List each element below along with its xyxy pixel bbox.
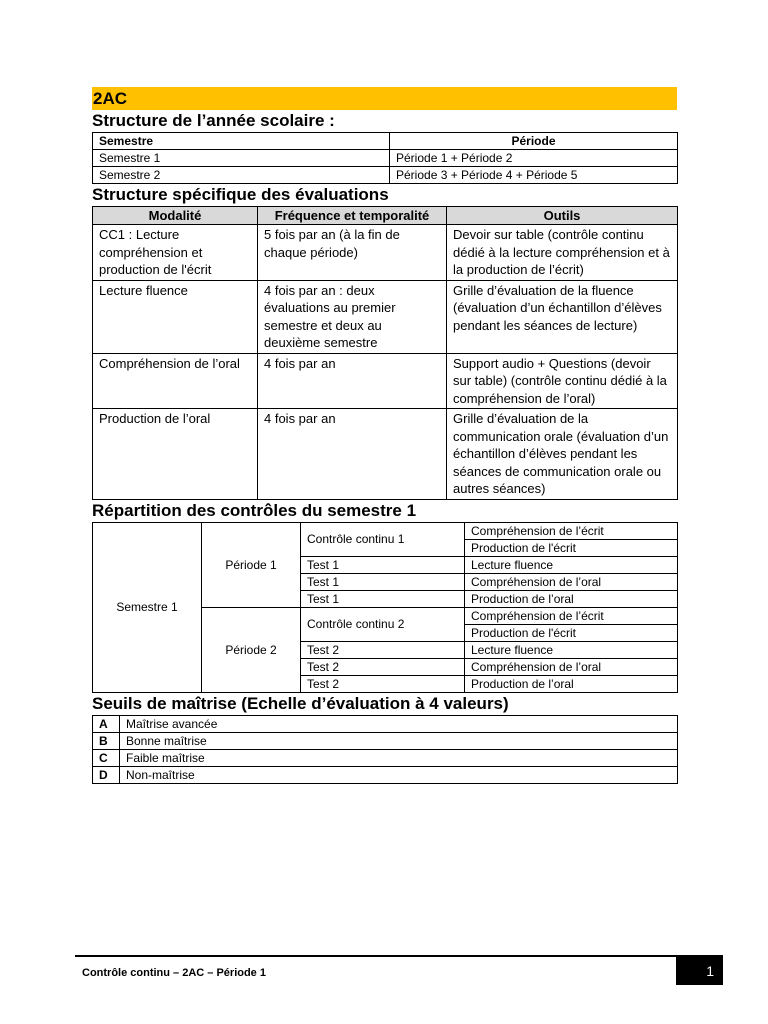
table-row [93,749,678,766]
table-header-row [93,133,678,150]
grade-letter: A [93,715,120,732]
table-cell: Période 3 + Période 4 + Période 5 [390,167,678,184]
table-row [93,280,678,353]
table-cell: Période 1 + Période 2 [390,150,678,167]
table-row [93,715,678,732]
table-row [93,225,678,281]
table-cell: Production de l’oral [465,675,678,692]
section-title-seuils: Seuils de maîtrise (Echelle d’évaluation à 4 valeurs) [92,693,509,713]
section-title-structure-annee: Structure de l’année scolaire : [92,111,335,130]
column-header: Outils [447,207,678,225]
table-cell: 4 fois par an : deux évaluations au premier semestre et deux au deuxième semestre [258,280,447,353]
table-cell: Compréhension de l’oral [465,658,678,675]
grade-description: Faible maîtrise [120,749,678,766]
document-page [92,87,677,784]
table-cell: 4 fois par an [258,353,447,409]
table-header-row [93,207,678,225]
periode-cell: Période 1 [202,522,301,607]
grade-description: Bonne maîtrise [120,732,678,749]
table-cell: Grille d’évaluation de la fluence (évaluation d’un échantillon d’élèves pendant les séances de lecture) [447,280,678,353]
table-cell: Grille d’évaluation de la communication orale (évaluation d’un échantillon d’élèves pendant les séances de communication orale ou autres séances) [447,409,678,500]
column-header: Semestre [93,133,390,150]
table-cell: 4 fois par an [258,409,447,500]
table-row [93,522,678,539]
table-row [93,150,678,167]
section-title-repartition: Répartition des contrôles du semestre 1 [92,500,417,520]
grade-description: Maîtrise avancée [120,715,678,732]
table-cell: Production de l’oral [465,590,678,607]
column-header: Période [390,133,678,150]
page-number: 1 [676,957,723,985]
table-cell: Lecture fluence [465,556,678,573]
table-cell: Production de l'écrit [465,539,678,556]
table-row [93,409,678,500]
table-row [93,732,678,749]
table-row [93,353,678,409]
footer-divider [75,955,723,957]
table-row [93,167,678,184]
table-row [93,766,678,783]
table-cell: Compréhension de l’écrit [465,522,678,539]
column-header: Modalité [93,207,258,225]
table-cell: Semestre 2 [93,167,390,184]
seuils-table [92,715,678,784]
table-cell: Test 2 [301,675,465,692]
table-cell: Compréhension de l’oral [465,573,678,590]
table-cell: Test 2 [301,658,465,675]
table-cell: CC1 : Lecture compréhension et production de l'écrit [93,225,258,281]
table-cell: Production de l’oral [93,409,258,500]
controle-cell: Contrôle continu 1 [301,522,465,556]
table-cell: Test 1 [301,573,465,590]
table-cell: Test 1 [301,590,465,607]
table-cell: Compréhension de l’oral [93,353,258,409]
school-year-table [92,132,678,184]
grade-letter: D [93,766,120,783]
table-cell: Support audio + Questions (devoir sur table) (contrôle continu dédié à la compréhension de l’oral) [447,353,678,409]
table-cell: Production de l'écrit [465,624,678,641]
table-cell: Lecture fluence [465,641,678,658]
section-title-structure-evaluations: Structure spécifique des évaluations [92,185,389,204]
repartition-table [92,522,678,693]
controle-cell: Contrôle continu 2 [301,607,465,641]
table-cell: Compréhension de l’écrit [465,607,678,624]
column-header: Fréquence et temporalité [258,207,447,225]
table-cell: Test 2 [301,641,465,658]
table-cell: Test 1 [301,556,465,573]
grade-banner: 2AC [92,87,677,110]
table-cell: Devoir sur table (contrôle continu dédié à la lecture compréhension et à la production de l’écrit) [447,225,678,281]
semestre-cell: Semestre 1 [93,522,202,692]
grade-letter: B [93,732,120,749]
table-cell: Semestre 1 [93,150,390,167]
table-cell: Lecture fluence [93,280,258,353]
grade-description: Non-maîtrise [120,766,678,783]
table-cell: 5 fois par an (à la fin de chaque période) [258,225,447,281]
footer-text: Contrôle continu – 2AC – Période 1 [82,967,266,979]
evaluations-table [92,206,678,500]
grade-letter: C [93,749,120,766]
periode-cell: Période 2 [202,607,301,692]
